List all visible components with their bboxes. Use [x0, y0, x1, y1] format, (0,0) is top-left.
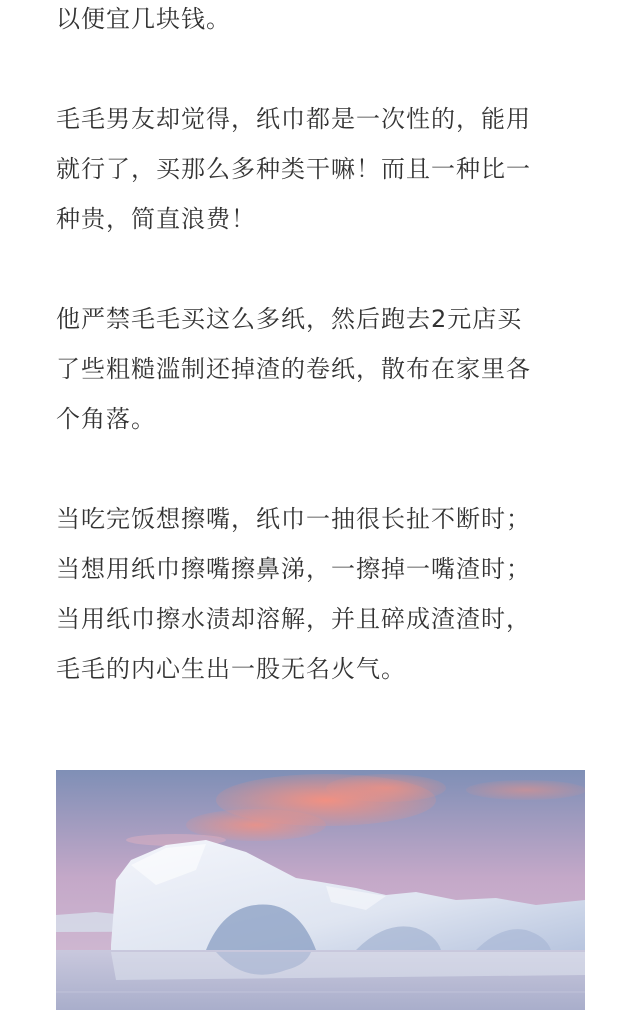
paragraph-line: 毛毛男友却觉得，纸巾都是一次性的，能用 — [56, 105, 531, 133]
paragraph-line: 他严禁毛毛买这么多纸，然后跑去2元店买 — [56, 305, 523, 333]
paragraph-line: 种贵，简直浪费！ — [56, 205, 256, 233]
paragraph-line: 毛毛的内心生出一股无名火气。 — [56, 655, 406, 683]
paragraph-line: 个角落。 — [56, 405, 156, 433]
paragraph-line: 了些粗糙滥制还掉渣的卷纸，散布在家里各 — [56, 355, 531, 383]
paragraph-4 — [56, 494, 531, 694]
paragraph-line: 以便宜几块钱。 — [56, 5, 231, 33]
iceberg-photo — [56, 770, 585, 1010]
paragraph-3 — [56, 294, 531, 444]
paragraph-1 — [56, 0, 231, 44]
paragraph-line: 当用纸巾擦水渍却溶解，并且碎成渣渣时， — [56, 605, 531, 633]
paragraph-line: 就行了，买那么多种类干嘛！而且一种比一 — [56, 155, 531, 183]
paragraph-line: 当吃完饭想擦嘴，纸巾一抽很长扯不断时； — [56, 505, 531, 533]
paragraph-line: 当想用纸巾擦嘴擦鼻涕，一擦掉一嘴渣时； — [56, 555, 531, 583]
paragraph-2 — [56, 94, 531, 244]
